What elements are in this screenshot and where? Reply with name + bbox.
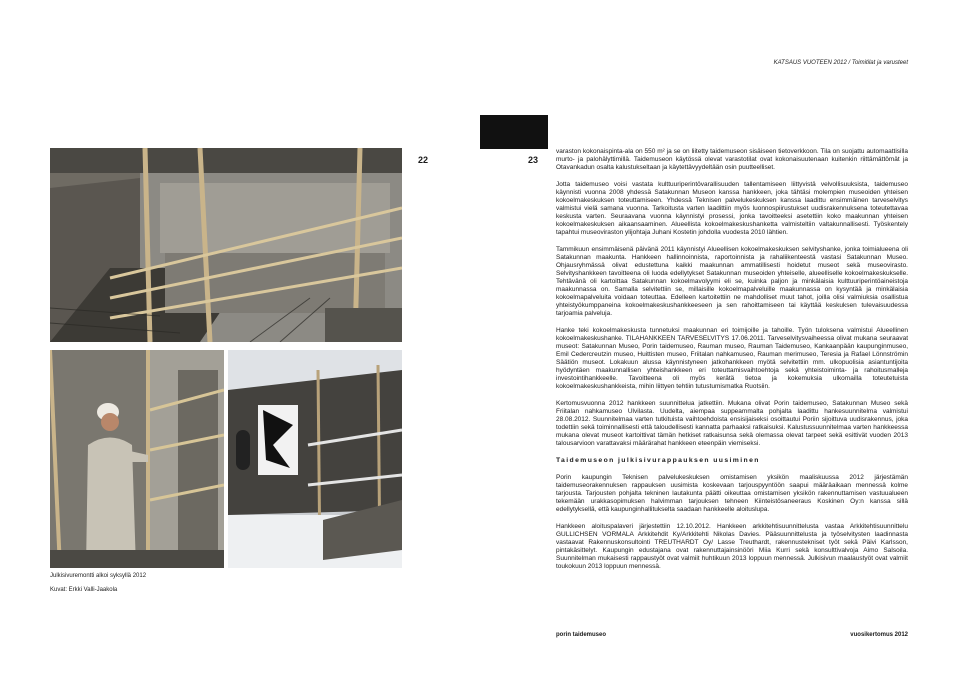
footer-publication: vuosikertomus 2012 xyxy=(850,632,908,638)
paragraph: varaston kokonaispinta-ala on 550 m² ja se on liitetty taidemuseon sisäiseen tietoverkkoon. Tila on suojattu automaattisilla murto- ja palohälyttimillä. Taidemuseon käytössä olevat varastotilat ovat kokonaisuutenaan kuitenkin riittämättömät ja Otavankadun osalta kalustukseltaan ja käytettävyydeltään osin puutteelliset. xyxy=(556,148,908,171)
worker-on-scaffolding-photo xyxy=(50,350,224,568)
page-number-left: 22 xyxy=(418,155,429,165)
article-body xyxy=(556,148,908,580)
paragraph: Tammikuun ensimmäisenä päivänä 2011 käynnistyi Alueellisen kokoelmakeskuksen selvityshanke, jonka toimialueena oli Satakunnan maakunta. Hankkeen hallinnoinnista, raportoinnista ja rahaliikenteestä vastasi Satakunnan Museo. Ohjausryhmässä olivat edustettuna kaikki maakunnan ammatillisesti hoidetut museot sekä museovirasto. Selvityshankkeen tavoitteena oli luoda edellytykset Satakunnan museoiden yhteiselle, alueelliselle kokoelmakeskukselle. Tehtävänä oli kartoittaa Satakunnan kokoelmavolyymi eli se, kuinka paljon ja minkälaisia kulttuuriperintöaineistoja maakunnassa on. Samalla selvitettiin se, millaisille kokoelmapalveluille maakunnassa on kysyntää ja minkälaisia kokoelmapalveluita voidaan toteuttaa. Edelleen kartoitettiin ne mahdolliset muut tahot, joilla olisi valmiuksia osallistua yhteistyökumppaneina kokoelmakeskushankkeeseen ja sen rahoittamiseen tai käyttää keskuksen tulevaisuudessa tarjoamia palveluja. xyxy=(556,246,908,317)
page-tab-marker xyxy=(480,115,548,149)
paragraph: Hanke teki kokoelmakeskusta tunnetuksi maakunnan eri toimijoille ja tahoille. Työn tuloksena valmistui Alueellinen kokoelmakeskushanke. TILAHANKKEEN TARVESELVITYS 17.06.2011. Tarveselvitysvaiheessa olivat mukana seuraavat museot: Satakunnan Museo, Porin taidemuseo, Rauman museo, Rauman Taidemuseo, Kankaanpään kaupunginmuseo, Emil Cedercreutzin museo, Huittisten museo, Friitalan nahkamuseo, Rauman merimuseo, Teresia ja Rafael Lönnströmin Säätiön museot. Lokakuun alussa käynnistyneen jatkohankkeen myötä selvitettiin mm. ulkopuolisia asiantuntijoita hyödyntäen maakunnallisen yhteishankkeen eri toteuttamisvaihtoehtoja sekä yhteistoiminta- ja rahoitusmalleja investointihankkeelle. Tavoitteena oli myös kerätä tietoa ja kokemuksia ulkomailla toteutetuista kokoelmakeskushankkeista, mihin liittyen tehtiin tutustumismatka Ruotsiin. xyxy=(556,327,908,390)
photo-caption: Julkisivuremontti alkoi syksyllä 2012 xyxy=(50,573,147,579)
running-header: KATSAUS VUOTEEN 2012 / Toimitilat ja varusteet xyxy=(773,60,908,66)
paragraph: Porin kaupungin Teknisen palvelukeskuksen omistamisen yksikön maaliskuussa 2012 järjestämän taidemuseorakennuksen rappauksen uusimista koskevaan tarjouspyyntöön saapui määräaikaan mennessä kolme tarjousta. Tarjousten pohjalta tekninen lautakunta päätti oikeuttaa omistamisen yksikön rakennuttamisen vastuualueen tekemään urakkasopimuksen halvimman tarjouksen tehneen Kiinteistösaneeraus Koskinen Oy:n kanssa sillä edellytyksellä, että kaupunginhallitukselta saadaan hankkeelle aloituslupa. xyxy=(556,474,908,513)
paragraph: Jotta taidemuseo voisi vastata kulttuuriperintövarallisuuden tallentamiseen liittyvistä velvollisuuksista, taidemuseo käynnisti vuonna 2008 yhdessä Satakunnan Museon kanssa hankkeen, joka tähtäsi molempien museoiden yhteisen kokoelmakeskuksen toteuttamiseen. Yhdessä Teknisen palvelukeskuksen kanssa laadittu ensimmäinen tarveselvitys valmistui vielä samana vuonna. Tarkoitusta varten laadittiin myös luonnospiirustukset uudisrakennuksena toteutettavaa keskusta varten. Seuraavana vuonna käynnistyi prosessi, jonka tavoitteeksi asetettiin koko maakunnan yhteisen kokoelmakeskuksen aikaansaaminen. Alueellista kokoelmakeskushanketta valmisteltiin valtakunnallisesti. Työskentely tapahtui museoviraston ylijohtaja Juhani Kostetin johdolla vuodesta 2010 lähtien. xyxy=(556,181,908,236)
page-number-right: 23 xyxy=(528,155,539,165)
paragraph: Kertomusvuonna 2012 hankkeen suunnittelua jatkettiin. Mukana olivat Porin taidemuseo, Satakunnan Museo sekä Friitalan nahkamuseo Ulvilasta. Uudelta, aiempaa suppeammalta pohjalta laadittu hankesuunnitelma valmistui 28.08.2012. Suunnitelmaa varten tutkituista vaihtoehdoista ensisijaiseksi osoittautui Poriin sijoittuva uudisrakennus, joka todettiin sekä toiminnallisesti että taloudellisesti kannatta parhaaksi ratkaisuksi. Kalustussuunnitelmaa varten hankkeessa mukana olevat museot kartoittivat tämän hetkiset ratkaisunsa sekä olemassa olevat tarpeet sekä esittivät vuoden 2013 talousarvioon varattavaksi määrärahat hankkeen eteenpäin viemiseksi. xyxy=(556,400,908,447)
section-heading: Taidemuseon julkisivurappauksen uusiminen xyxy=(556,457,760,464)
museum-facade-photo xyxy=(228,350,402,568)
scaffolding-corridor-photo xyxy=(50,148,402,342)
footer-publisher: porin taidemuseo xyxy=(556,632,607,638)
paragraph: Hankkeen aloituspalaveri järjestettiin 12.10.2012. Hankkeen arkkitehtisuunnittelusta vastaa Arkkitehtisuunnittelu GULLICHSEN VORMALA Arkkitehdit Ky/Arkkitehti Nikolas Davies. Pääsuunnittelusta ja työselvitysten laadinnasta vastaavat Rakennuskonsultointi TREUTHARDT Oy/ Lasse Treuthardt, rakennustekniset työt sekä Päivi Karlsson, pintakäsittelyt. Kaupungin edustajana ovat rakennuttajainsinööri Miia Kurri sekä konsulttivalvoja Aimo Salsoila. Suunnitelman mukaisesti rappaustyöt ovat valmiit huhtikuun 2013 loppuun mennessä. Julkisivun maalaustyöt ovat valmiit toukokuun 2013 loppuun mennessä. xyxy=(556,523,908,570)
photo-credit: Kuvat: Erkki Valli-Jaakola xyxy=(50,587,118,593)
